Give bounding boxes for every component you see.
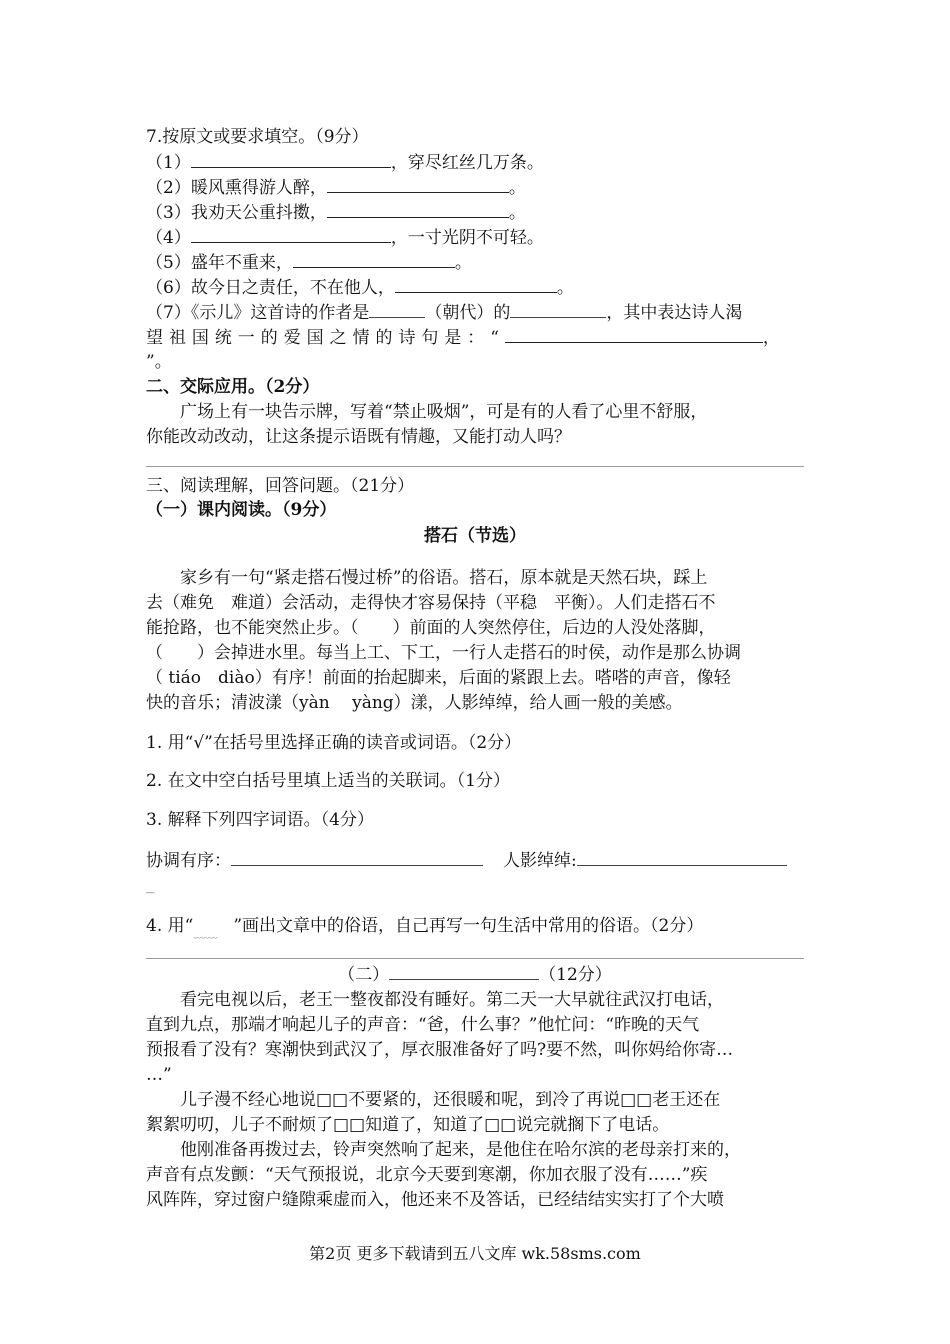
- section-3-title: 三、阅读理解，回答问题。（21分）: [146, 476, 415, 496]
- section-2-prompt-1: 广场上有一块告示牌，写着“禁止吸烟”，可是有的人看了心里不舒服，: [180, 402, 708, 422]
- section-2-prompt-2: 你能改动改动，让这条提示语既有情趣，又能打动人吗？: [146, 427, 571, 447]
- fill-blank[interactable]: [395, 275, 557, 293]
- q7-line-5: （5）盛年不重来， 。: [146, 250, 472, 275]
- page-footer: 第2页 更多下载请到五八文库 wk.58sms.com: [309, 1244, 641, 1263]
- q7-line-8: 望祖国统一的爱国之情的诗句是：“ ，: [146, 325, 786, 350]
- fill-blank[interactable]: [327, 200, 509, 218]
- fill-blank[interactable]: [191, 150, 391, 168]
- fill-blank[interactable]: [327, 175, 509, 193]
- passage-line: （ ）会掉进水里。每当上工、下工，一行人走搭石的时侯，动作是那么协调: [146, 643, 741, 663]
- passage-title: 搭石（节选）: [424, 526, 526, 546]
- section-2b-title: （二） （12分）: [146, 962, 804, 987]
- passage-line: 去（难免 难道）会活动，走得快才容易保持（平稳 平衡）。人们走搭石不: [146, 593, 716, 613]
- question-4: 4. 用“﹏﹏ ”画出文章中的俗语，自己再写一句生活中常用的俗语。（2分）: [146, 914, 703, 939]
- passage-2-line: 声音有点发颤：“天气预报说，北京今天要到寒潮，你加衣服了没有……”疾: [146, 1165, 708, 1185]
- fill-blank[interactable]: [505, 325, 763, 343]
- question-3-answers: 协调有序： 人影绰绰:: [146, 848, 787, 873]
- passage-2-line: 直到九点，那端才响起儿子的声音：“爸，什么事？”他忙问：“昨晚的天气: [146, 1015, 700, 1035]
- passage-2-line: …”: [146, 1065, 172, 1085]
- passage-line: 快的音乐；清波漾（yàn yàng）漾，人影绰绰，给人画一般的美感。: [146, 693, 683, 713]
- fill-blank[interactable]: [577, 848, 787, 866]
- answer-line[interactable]: [146, 958, 804, 959]
- answer-line[interactable]: [146, 466, 804, 467]
- question-1: 1. 用“√”在括号里选择正确的读音或词语。（2分）: [146, 733, 522, 753]
- question-3: 3. 解释下列四字词语。（4分）: [146, 810, 374, 830]
- q7-title: 7.按原文或要求填空。（9分）: [146, 127, 369, 147]
- passage-2-line: 预报看了没有？寒潮快到武汉了，厚衣服准备好了吗?要不然，叫你妈给你寄…: [146, 1040, 734, 1060]
- fill-blank[interactable]: [389, 962, 539, 980]
- passage-2-line: 絮絮叨叨，儿子不耐烦了□□知道了，知道了□□说完就搁下了电话。: [146, 1115, 670, 1135]
- q7-line-6: （6）故今日之责任，不在他人， 。: [146, 275, 574, 300]
- question-3-dash: _: [146, 874, 155, 894]
- fill-blank[interactable]: [369, 300, 425, 318]
- wavy-line-mark: ﹏﹏: [193, 926, 218, 940]
- fill-blank[interactable]: [293, 250, 455, 268]
- passage-line: 家乡有一句“紧走搭石慢过桥”的俗语。搭石，原本就是天然石块，踩上: [180, 568, 708, 588]
- q7-line-3: （3）我劝天公重抖擞， 。: [146, 200, 526, 225]
- q7-line-4: （4） ，一寸光阴不可轻。: [146, 225, 544, 250]
- passage-line: 能抢路，也不能突然止步。（ ）前面的人突然停住，后边的人没处落脚，: [146, 618, 716, 638]
- q7-line-7: （7）《示儿》这首诗的作者是 （朝代）的 ，其中表达诗人渴: [146, 300, 742, 325]
- passage-2-line: 他刚准备再拨过去，铃声突然响了起来，是他住在哈尔滨的老母亲打来的，: [180, 1140, 741, 1160]
- q7-line-9: ”。: [146, 352, 172, 372]
- passage-2-line: 看完电视以后，老王一整夜都没有睡好。第二天一大早就往武汉打电话，: [180, 990, 724, 1010]
- q7-line-1: （1） ，穿尽红丝几万条。: [146, 150, 544, 175]
- passage-line: （ tiáo diào）有序！前面的抬起脚来，后面的紧跟上去。嗒嗒的声音，像轻: [146, 668, 731, 688]
- passage-2-line: 风阵阵，穿过窗户缝隙乘虚而入，他还来不及答话，已经结结实实打了个大喷: [146, 1190, 724, 1210]
- fill-blank[interactable]: [231, 848, 483, 866]
- q7-line-2: （2）暖风熏得游人醉， 。: [146, 175, 526, 200]
- fill-blank[interactable]: [510, 300, 606, 318]
- section-2-title: 二、交际应用。（2分）: [146, 377, 320, 397]
- passage-2-line: 儿子漫不经心地说□□不要紧的，还很暖和呢，到冷了再说□□老王还在: [180, 1090, 721, 1110]
- fill-blank[interactable]: [191, 225, 391, 243]
- section-3-sub-1: （一）课内阅读。（9分）: [146, 500, 337, 520]
- question-2: 2. 在文中空白括号里填上适当的关联词。（1分）: [146, 771, 510, 791]
